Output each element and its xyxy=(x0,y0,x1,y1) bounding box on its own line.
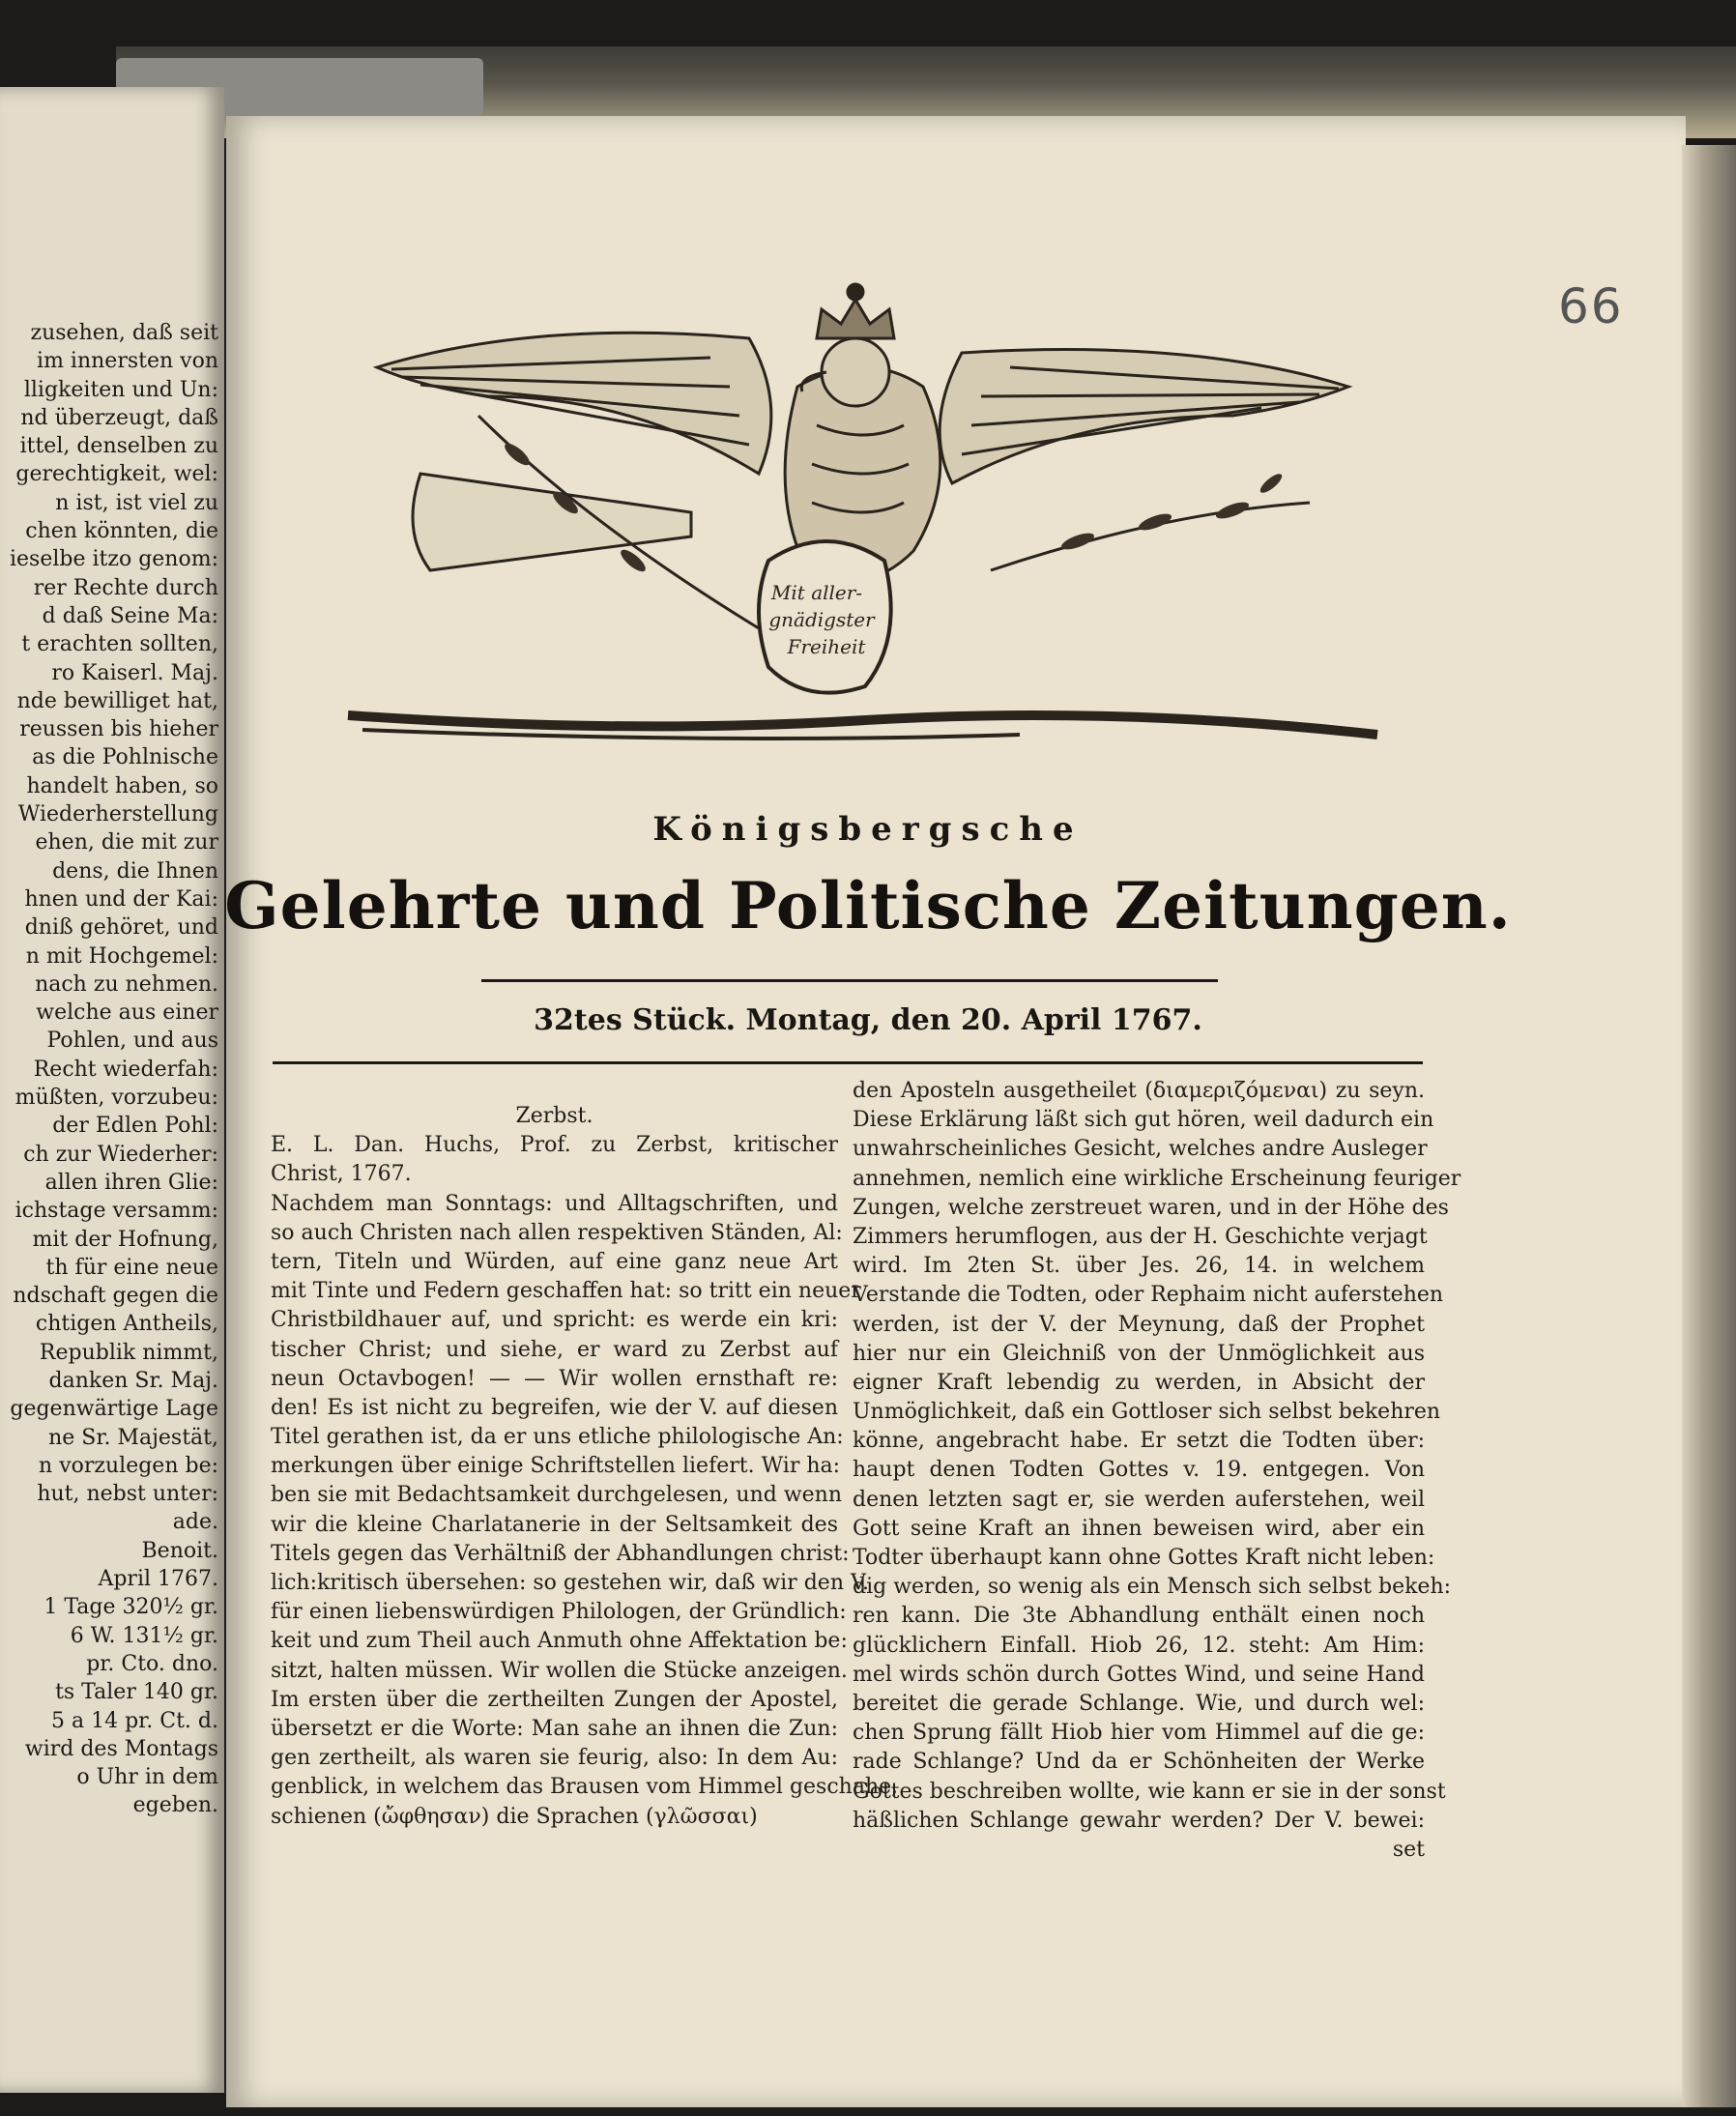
text-line: set xyxy=(1392,1837,1425,1862)
text-line: Titels gegen das Verhältniß der Abhandlungen christ: xyxy=(271,1541,850,1566)
masthead-kicker: Königsbergsche xyxy=(652,810,1084,849)
text-line: ro Kaiserl. Maj. xyxy=(51,660,218,685)
text-line: dniß gehöret, und xyxy=(24,915,218,941)
cartouche-line-2: gnädigster xyxy=(768,608,875,631)
text-line: 5 a 14 pr. Ct. d. xyxy=(51,1708,218,1733)
text-line: reussen bis hieher xyxy=(19,717,218,742)
text-line: Todter überhaupt kann ohne Gottes Kraft nicht leben: xyxy=(853,1546,1435,1570)
text-line: E. L. Dan. Huchs, Prof. zu Zerbst, kritischer xyxy=(271,1133,838,1158)
text-line: mit der Hofnung, xyxy=(32,1227,218,1252)
page-stack-edge xyxy=(1682,145,1736,2107)
text-line: lligkeiten und Un: xyxy=(23,377,218,402)
text-line: ichstage versamm: xyxy=(14,1199,218,1224)
text-line: ben sie mit Bedachtsamkeit durchgelesen, und wenn xyxy=(271,1483,843,1508)
page-number: 66 xyxy=(1558,278,1624,334)
text-line: Unmöglichkeit, daß ein Gottloser sich selbst bekehren xyxy=(853,1400,1441,1425)
text-line: ade. xyxy=(172,1510,218,1535)
cartouche-line-1: Mit aller- xyxy=(770,581,863,604)
text-line: ehen, die mit zur xyxy=(35,830,218,855)
text-line: werden, ist der V. der Meynung, daß der Prophet xyxy=(853,1312,1425,1337)
text-line: gerechtigkeit, wel: xyxy=(15,462,218,487)
text-line: Zimmers herumflogen, aus der H. Geschichte verjagt xyxy=(853,1224,1428,1249)
text-line: nach zu nehmen. xyxy=(35,971,218,997)
text-line: as die Pohlnische xyxy=(32,745,218,770)
text-line: zusehen, daß seit xyxy=(30,321,218,345)
text-line: für einen liebenswürdigen Philologen, der Gründlich: xyxy=(271,1600,847,1625)
text-line: schienen (ὤφθησαν) die Sprachen (γλῶσσαι) xyxy=(271,1804,758,1829)
column-left xyxy=(271,1102,899,1832)
text-line: wir die kleine Charlatanerie in der Seltsamkeit des xyxy=(271,1512,838,1537)
cartouche-line-3: Freiheit xyxy=(787,635,866,658)
text-line: lich:kritisch übersehen: so gestehen wir, daß wir den V. xyxy=(271,1571,870,1595)
masthead-title: Gelehrte und Politische Zeitungen. xyxy=(224,868,1512,943)
text-line: ch zur Wiederher: xyxy=(23,1142,218,1167)
text-line: häßlichen Schlange gewahr werden? Der V. bewei: xyxy=(853,1808,1425,1833)
text-line: bereitet die gerade Schlange. Wie, und durch wel: xyxy=(853,1691,1425,1716)
text-line: chtigen Antheils, xyxy=(35,1312,218,1337)
text-line: den! Es ist nicht zu begreifen, wie der V. auf diesen xyxy=(271,1395,838,1420)
text-line: den Aposteln ausgetheilet (διαμεριζόμεναι) zu seyn. xyxy=(853,1079,1425,1103)
text-line: 1 Tage 320½ gr. xyxy=(43,1595,218,1620)
text-line: mel wirds schön durch Gottes Wind, und seine Hand xyxy=(853,1662,1425,1687)
text-line: annehmen, nemlich eine wirkliche Erscheinung feuriger xyxy=(853,1166,1461,1191)
text-line: gen zertheilt, als waren sie feurig, also: In dem Au: xyxy=(271,1746,838,1771)
text-line: gegenwärtige Lage xyxy=(10,1397,218,1422)
text-line: chen Sprung fällt Hiob hier vom Himmel auf die ge: xyxy=(853,1721,1425,1746)
text-line: merkungen über einige Schriftstellen liefert. Wir ha: xyxy=(271,1454,841,1479)
text-line: übersetzt er die Worte: Man sahe an ihnen die Zun: xyxy=(271,1716,838,1741)
text-line: th für eine neue xyxy=(45,1255,218,1280)
text-line: rade Schlange? Und da er Schönheiten der Werke xyxy=(853,1750,1425,1775)
text-line: so auch Christen nach allen respektiven Ständen, Al: xyxy=(271,1220,843,1245)
section-heading: Zerbst. xyxy=(515,1104,593,1128)
text-line: Christbildhauer auf, und spricht: es werde ein kri: xyxy=(271,1308,838,1333)
text-line: Im ersten über die zertheilten Zungen der Apostel, xyxy=(271,1687,838,1712)
text-line: könne, angebracht habe. Er setzt die Todten über: xyxy=(853,1429,1425,1454)
text-line: müßten, vorzubeu: xyxy=(14,1086,218,1111)
text-line: ne Sr. Majestät, xyxy=(48,1425,218,1450)
text-line: handelt haben, so xyxy=(26,773,218,798)
text-line: pr. Cto. dno. xyxy=(86,1651,218,1676)
text-line: wird des Montags xyxy=(24,1736,218,1761)
text-line: April 1767. xyxy=(98,1567,218,1592)
text-line: Gott seine Kraft an ihnen beweisen wird, aber ein xyxy=(853,1516,1425,1541)
text-line: hut, nebst unter: xyxy=(37,1482,218,1507)
text-line: Titel gerathen ist, da er uns etliche philologische An: xyxy=(271,1425,844,1450)
text-line: glücklichern Einfall. Hiob 26, 12. steht: Am Him: xyxy=(853,1633,1425,1658)
text-line: hnen und der Kai: xyxy=(24,886,218,912)
text-line: nde bewilliget hat, xyxy=(16,688,218,713)
text-line: n ist, ist viel zu xyxy=(55,490,218,515)
text-line: dig werden, so wenig als ein Mensch sich selbst bekeh: xyxy=(853,1575,1452,1600)
header-rule xyxy=(273,1061,1423,1064)
eagle-emblem xyxy=(343,280,1382,764)
text-line: Recht wiederfah: xyxy=(33,1057,218,1082)
text-line: allen ihren Glie: xyxy=(44,1170,218,1195)
text-line: n mit Hochgemel: xyxy=(25,943,218,969)
text-line: tern, Titeln und Würden, auf eine ganz neue Art xyxy=(271,1249,838,1274)
text-line: neun Octavbogen! — — Wir wollen ernsthaft re: xyxy=(271,1366,838,1391)
text-line: d daß Seine Ma: xyxy=(42,603,218,628)
left-page-text xyxy=(0,319,218,1820)
column-right xyxy=(853,1077,1461,1865)
text-line: Wiederherstellung xyxy=(17,802,218,827)
text-line: t erachten sollten, xyxy=(21,632,218,657)
text-line: Nachdem man Sonntags: und Alltagschriften, und xyxy=(271,1191,838,1216)
text-line: ts Taler 140 gr. xyxy=(55,1680,218,1705)
text-line: keit und zum Theil auch Anmuth ohne Affektation be: xyxy=(271,1629,848,1654)
text-line: mit Tinte und Federn geschaffen hat: so tritt ein neuer xyxy=(271,1279,861,1304)
text-line: Christ, 1767. xyxy=(271,1162,412,1187)
text-line: haupt denen Todten Gottes v. 19. entgegen. Von xyxy=(853,1458,1425,1483)
text-line: welche aus einer xyxy=(36,1000,218,1026)
text-line: nd überzeugt, daß xyxy=(20,405,218,430)
text-line: hier nur ein Gleichniß von der Unmöglichkeit aus xyxy=(853,1341,1425,1366)
left-page xyxy=(0,87,224,2093)
text-line: Zungen, welche zerstreuet waren, und in der Höhe des xyxy=(853,1195,1449,1220)
text-line: Pohlen, und aus xyxy=(46,1029,218,1054)
text-line: dens, die Ihnen xyxy=(52,858,218,884)
text-line: unwahrscheinliches Gesicht, welches andre Ausleger xyxy=(853,1137,1428,1162)
text-line: genblick, in welchem das Brausen vom Himmel geschahe, xyxy=(271,1775,899,1800)
text-line: Gottes beschreiben wollte, wie kann er sie in der sonst xyxy=(853,1779,1446,1804)
text-line: wird. Im 2ten St. über Jes. 26, 14. in welchem xyxy=(853,1254,1425,1279)
text-line: der Edlen Pohl: xyxy=(52,1114,218,1139)
text-line: denen letzten sagt er, sie werden auferstehen, weil xyxy=(853,1487,1425,1512)
text-line: ndschaft gegen die xyxy=(13,1284,218,1309)
text-line: chen könnten, die xyxy=(25,519,218,544)
text-line: eigner Kraft lebendig zu werden, in Absicht der xyxy=(853,1370,1425,1395)
text-line: egeben. xyxy=(132,1793,218,1818)
text-line: ieselbe itzo genom: xyxy=(10,547,218,572)
text-line: tischer Christ; und siehe, er ward zu Zerbst auf xyxy=(271,1337,838,1362)
text-line: o Uhr in dem xyxy=(76,1765,218,1790)
text-line: im innersten von xyxy=(37,349,218,374)
text-line: rer Rechte durch xyxy=(33,575,218,600)
issue-line: 32tes Stück. Montag, den 20. April 1767. xyxy=(534,1003,1202,1037)
text-line: danken Sr. Maj. xyxy=(48,1368,218,1393)
text-line: Benoit. xyxy=(141,1538,218,1563)
text-line: ren kann. Die 3te Abhandlung enthält einen noch xyxy=(853,1604,1425,1629)
text-line: Diese Erklärung läßt sich gut hören, weil dadurch ein xyxy=(853,1108,1434,1133)
text-line: Verstande die Todten, oder Rephaim nicht auferstehen xyxy=(853,1283,1444,1308)
text-line: 6 W. 131½ gr. xyxy=(70,1623,218,1648)
text-line: ittel, denselben zu xyxy=(19,434,218,459)
text-line: sitzt, halten müssen. Wir wollen die Stücke anzeigen. xyxy=(271,1658,848,1683)
masthead-rule xyxy=(481,979,1218,982)
text-line: n vorzulegen be: xyxy=(39,1453,218,1478)
text-line: Republik nimmt, xyxy=(39,1340,218,1365)
